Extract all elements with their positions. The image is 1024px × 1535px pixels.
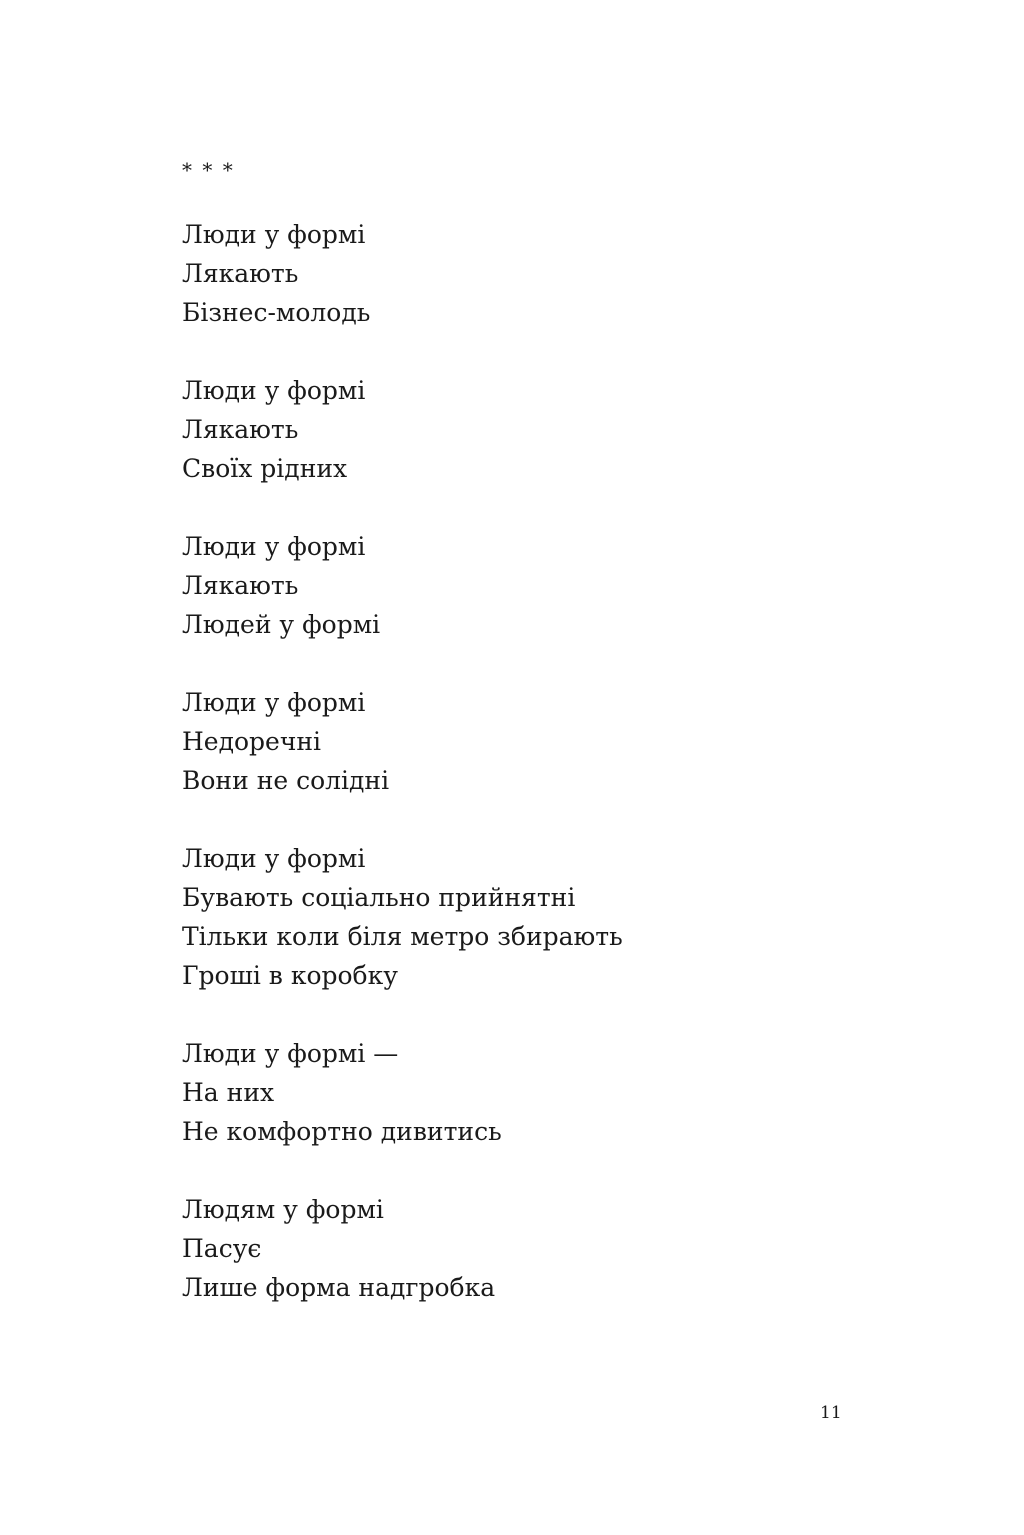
- poem-line: Люди у формі: [182, 376, 366, 405]
- poem-line: Люди у формі: [182, 688, 366, 717]
- poem-line: Тільки коли біля метро збирають: [182, 922, 623, 951]
- poem-line: Люди у формі: [182, 844, 366, 873]
- stanza-3: [182, 527, 882, 644]
- page-number: 11: [820, 1403, 842, 1423]
- poem-line: Лякають: [182, 259, 299, 288]
- poem-line: Люди у формі: [182, 220, 366, 249]
- stanza-2: [182, 371, 882, 488]
- poem-line: Своїх рідних: [182, 454, 348, 483]
- poem-line: Бізнес-молодь: [182, 298, 371, 327]
- poem-line: Людям у формі: [182, 1195, 384, 1224]
- stanza-7: [182, 1190, 882, 1307]
- stanza-1: [182, 215, 882, 332]
- poem: [182, 215, 882, 1346]
- poem-line: На них: [182, 1078, 275, 1107]
- poem-line: Вони не солідні: [182, 766, 390, 795]
- poem-line: Людей у формі: [182, 610, 381, 639]
- poem-line: Люди у формі: [182, 532, 366, 561]
- poem-line: Лякають: [182, 415, 299, 444]
- stanza-4: [182, 683, 882, 800]
- stanza-5: [182, 839, 882, 995]
- poem-line: Люди у формі —: [182, 1039, 399, 1068]
- poem-line: Гроші в коробку: [182, 961, 398, 990]
- poem-line: Лякають: [182, 571, 299, 600]
- section-ornament: * * *: [182, 158, 235, 182]
- poem-line: Лише форма надгробка: [182, 1273, 496, 1302]
- stanza-6: [182, 1034, 882, 1151]
- poem-line: Недоречні: [182, 727, 322, 756]
- poem-line: Пасує: [182, 1234, 262, 1263]
- poem-line: Не комфортно дивитись: [182, 1117, 502, 1146]
- poem-line: Бувають соціально прийнятні: [182, 883, 576, 912]
